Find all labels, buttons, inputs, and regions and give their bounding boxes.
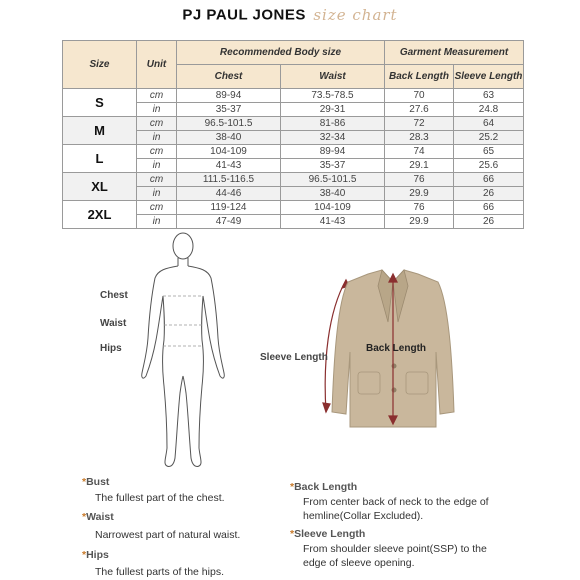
value-cell: 24.8 (454, 103, 524, 117)
unit-cell: in (137, 159, 177, 173)
value-cell: 89-94 (281, 145, 385, 159)
header-waist: Waist (281, 65, 385, 89)
unit-cell: cm (137, 201, 177, 215)
value-cell: 63 (454, 89, 524, 103)
label-waist: Waist (100, 318, 127, 329)
value-cell: 44-46 (177, 187, 281, 201)
value-cell: 28.3 (385, 131, 454, 145)
value-cell: 81-86 (281, 117, 385, 131)
table-row (63, 173, 524, 187)
table-row (63, 145, 524, 159)
unit-cell: cm (137, 89, 177, 103)
unit-cell: in (137, 103, 177, 117)
value-cell: 66 (454, 201, 524, 215)
header-garment: Garment Measurement (385, 41, 524, 65)
value-cell: 32-34 (281, 131, 385, 145)
label-sleeve-length: Sleeve Length (260, 352, 328, 363)
value-cell: 96.5-101.5 (281, 173, 385, 187)
star-icon: * (290, 528, 295, 540)
value-cell: 104-109 (281, 201, 385, 215)
value-cell: 25.2 (454, 131, 524, 145)
def-back-text-2: hemline(Collar Excluded). (303, 510, 424, 522)
size-cell: L (63, 145, 137, 173)
body-outline (142, 233, 225, 467)
def-hips-title: *Hips (82, 549, 109, 561)
size-chart-script: size chart (313, 6, 398, 24)
value-cell: 96.5-101.5 (177, 117, 281, 131)
value-cell: 111.5-116.5 (177, 173, 281, 187)
def-sleeve-title: *Sleeve Length (290, 528, 366, 540)
unit-cell: cm (137, 117, 177, 131)
unit-cell: in (137, 215, 177, 229)
brand-name: PJ PAUL JONES (182, 6, 306, 24)
table-row (63, 117, 524, 131)
size-cell: M (63, 117, 137, 145)
value-cell: 41-43 (281, 215, 385, 229)
page-header (0, 6, 580, 32)
header-sleeve-length: Sleeve Length (454, 65, 524, 89)
value-cell: 66 (454, 173, 524, 187)
table-row (63, 201, 524, 215)
def-back-text-1: From center back of neck to the edge of (303, 496, 489, 508)
value-cell: 29-31 (281, 103, 385, 117)
value-cell: 26 (454, 215, 524, 229)
def-bust-title: *Bust (82, 476, 110, 488)
unit-cell: cm (137, 173, 177, 187)
def-waist-title: *Waist (82, 511, 114, 523)
header-back-length: Back Length (385, 65, 454, 89)
def-waist-text: Narrowest part of natural waist. (95, 529, 241, 541)
value-cell: 74 (385, 145, 454, 159)
body-figure (120, 228, 250, 478)
value-cell: 73.5-78.5 (281, 89, 385, 103)
size-cell: XL (63, 173, 137, 201)
value-cell: 64 (454, 117, 524, 131)
value-cell: 76 (385, 173, 454, 187)
value-cell: 38-40 (177, 131, 281, 145)
value-cell: 29.9 (385, 215, 454, 229)
label-back-length: Back Length (366, 343, 427, 354)
value-cell: 76 (385, 201, 454, 215)
star-icon: * (82, 511, 87, 523)
label-chest: Chest (100, 290, 128, 301)
value-cell: 35-37 (281, 159, 385, 173)
unit-cell: in (137, 187, 177, 201)
value-cell: 26 (454, 187, 524, 201)
value-cell: 29.1 (385, 159, 454, 173)
unit-cell: cm (137, 145, 177, 159)
def-sleeve-text-2: edge of sleeve opening. (303, 557, 415, 569)
value-cell: 29.9 (385, 187, 454, 201)
size-table (62, 40, 524, 229)
size-cell: S (63, 89, 137, 117)
value-cell: 65 (454, 145, 524, 159)
value-cell: 119-124 (177, 201, 281, 215)
header-unit: Unit (137, 41, 177, 89)
value-cell: 104-109 (177, 145, 281, 159)
unit-cell: in (137, 131, 177, 145)
star-icon: * (82, 476, 87, 488)
def-bust-text: The fullest part of the chest. (95, 492, 225, 504)
value-cell: 35-37 (177, 103, 281, 117)
value-cell: 38-40 (281, 187, 385, 201)
star-icon: * (290, 481, 295, 493)
def-back-title: *Back Length (290, 481, 358, 493)
star-icon: * (82, 549, 87, 561)
value-cell: 89-94 (177, 89, 281, 103)
value-cell: 47-49 (177, 215, 281, 229)
value-cell: 72 (385, 117, 454, 131)
label-hips: Hips (100, 343, 122, 354)
header-body-size: Recommended Body size (177, 41, 385, 65)
table-row (63, 89, 524, 103)
value-cell: 27.6 (385, 103, 454, 117)
header-chest: Chest (177, 65, 281, 89)
value-cell: 70 (385, 89, 454, 103)
def-hips-text: The fullest parts of the hips. (95, 566, 224, 578)
measurement-lines (163, 296, 203, 346)
size-cell: 2XL (63, 201, 137, 229)
def-sleeve-text-1: From shoulder sleeve point(SSP) to the (303, 543, 487, 555)
header-size: Size (63, 41, 137, 89)
value-cell: 25.6 (454, 159, 524, 173)
value-cell: 41-43 (177, 159, 281, 173)
